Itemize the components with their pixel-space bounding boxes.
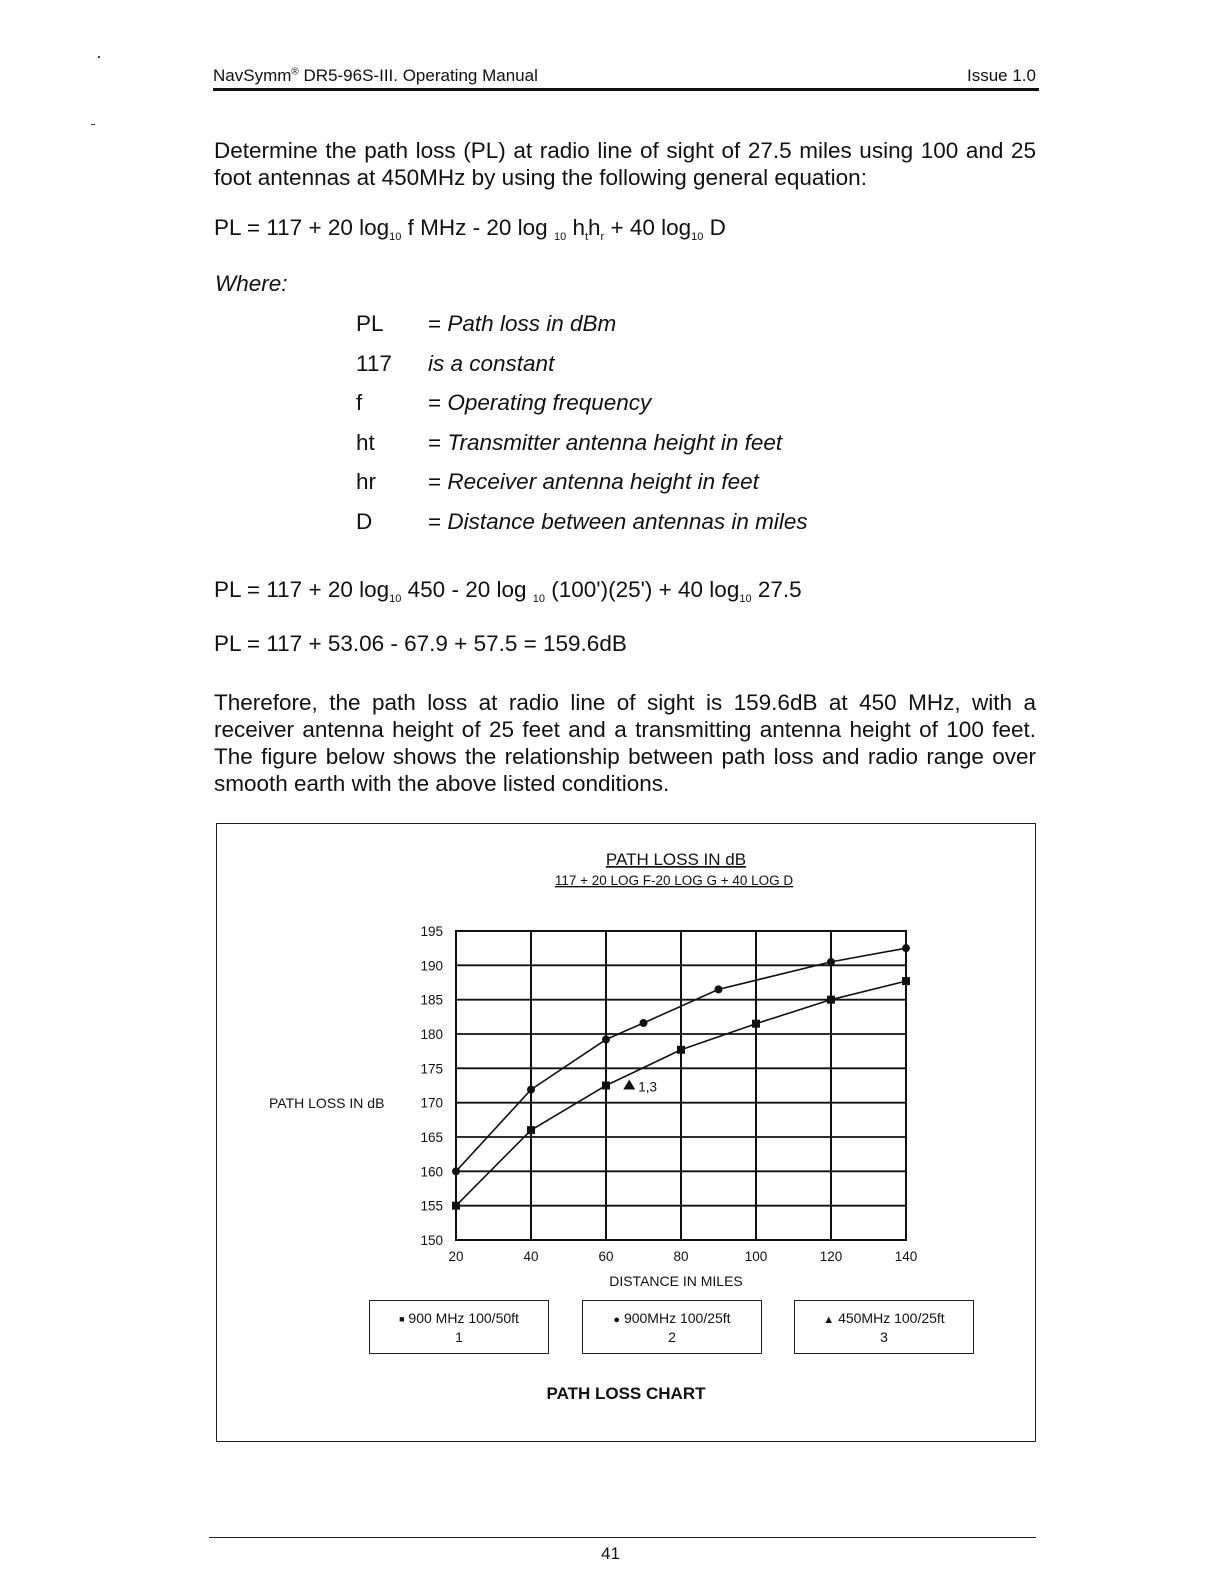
annotation-label: 1,3 [638, 1079, 658, 1095]
legend-item-3: ▲ 450MHz 100/25ft 3 [794, 1300, 974, 1354]
definition-text: = Receiver antenna height in feet [428, 469, 759, 494]
data-point-triangle [623, 1080, 635, 1090]
data-point-circle [602, 1035, 610, 1043]
chart-subtitle: 117 + 20 LOG F-20 LOG G + 40 LOG D [554, 873, 794, 888]
header-issue: Issue 1.0 [967, 66, 1036, 85]
data-point-circle [827, 958, 835, 966]
data-point-square [752, 1020, 760, 1028]
definition-symbol: hr [356, 469, 377, 494]
conclusion-paragraph: Therefore, the path loss at radio line of sight is 159.6dB at 450 MHz, with a receiver antenna height of 25 feet and a transmitting antenna height of 100 feet. The figure below shows the relationship between path loss and radio range over smooth earth with the above listed conditions. [214, 690, 1036, 796]
square-marker-icon: ■ [399, 1314, 405, 1324]
y-tick-label: 175 [420, 1061, 443, 1077]
definition-symbol: 117 [356, 351, 392, 376]
data-point-circle [715, 985, 723, 993]
data-point-square [827, 996, 835, 1004]
chart-caption: PATH LOSS CHART [546, 1384, 706, 1403]
legend-item-2: ● 900MHz 100/25ft 2 [582, 1300, 762, 1354]
x-tick-label: 80 [673, 1249, 689, 1264]
y-tick-label: 190 [420, 958, 443, 974]
scan-speck [98, 56, 100, 58]
definition-text: = Operating frequency [428, 390, 652, 415]
path-loss-chart [216, 823, 1036, 1442]
definition-symbol: ht [356, 430, 375, 455]
definition-text: = Distance between antennas in miles [428, 509, 808, 534]
general-equation: PL = 117 + 20 $\log_{10} f$ MHz - 20 log $_{10}$ $h_th_r + 40$ $\log_{10} D$ [214, 215, 726, 243]
substituted-equation: PL = 117 + 20 $\log_{10} 450 - 20$ log $_{10}$ (100')(25') + 40 $\log_{10} 27.5$ [214, 577, 802, 605]
x-axis-label: DISTANCE IN MILES [609, 1273, 743, 1289]
definition-symbol: PL [356, 311, 384, 336]
definition-text: = Transmitter antenna height in feet [428, 430, 783, 455]
data-point-square [527, 1126, 535, 1134]
y-tick-label: 170 [420, 1095, 443, 1111]
result-equation: PL = 117 + 53.06 - 67.9 + 57.5 = 159.6dB [214, 631, 627, 656]
x-tick-label: 100 [744, 1249, 768, 1264]
x-tick-label: 140 [894, 1249, 918, 1264]
data-point-square [902, 977, 910, 985]
data-point-circle [527, 1086, 535, 1094]
y-tick-label: 180 [420, 1027, 443, 1042]
y-tick-label: 160 [420, 1164, 443, 1180]
chart-title: PATH LOSS IN dB [605, 850, 747, 869]
definition-symbol: f [356, 390, 363, 415]
definition-text: = Path loss in dBm [428, 311, 617, 336]
y-tick-label: 195 [420, 924, 443, 939]
x-tick-label: 20 [448, 1249, 464, 1264]
circle-marker-icon: ● [613, 1314, 621, 1326]
page-header [213, 66, 1039, 91]
data-point-circle [452, 1167, 460, 1175]
x-tick-label: 60 [598, 1249, 614, 1264]
y-axis-label: PATH LOSS IN dB [269, 1095, 385, 1111]
y-tick-label: 150 [420, 1233, 443, 1248]
x-tick-label: 40 [523, 1249, 539, 1264]
triangle-marker-icon: ▲ [823, 1314, 835, 1326]
data-point-square [677, 1046, 685, 1054]
definition-symbol: D [356, 509, 373, 534]
y-tick-label: 185 [420, 992, 443, 1008]
data-point-square [602, 1082, 610, 1090]
header-title: NavSymm® DR5-96S-III. Operating Manual [213, 66, 538, 85]
y-tick-label: 155 [420, 1198, 443, 1214]
where-label: Where: [215, 271, 288, 296]
y-tick-label: 165 [420, 1130, 443, 1145]
intro-paragraph: Determine the path loss (PL) at radio line of sight of 27.5 miles using 100 and 25 foot antennas at 450MHz by using the following general equation: [214, 138, 1036, 190]
x-tick-label: 120 [819, 1249, 843, 1264]
data-point-square [452, 1202, 460, 1210]
legend-item-1: ■ 900 MHz 100/50ft 1 [369, 1300, 549, 1354]
footer-rule [209, 1537, 1036, 1538]
scan-speck [91, 124, 95, 125]
page-number: 41 [601, 1544, 620, 1563]
definition-text: is a constant [428, 351, 555, 376]
data-point-circle [640, 1019, 648, 1027]
data-point-circle [902, 944, 910, 952]
